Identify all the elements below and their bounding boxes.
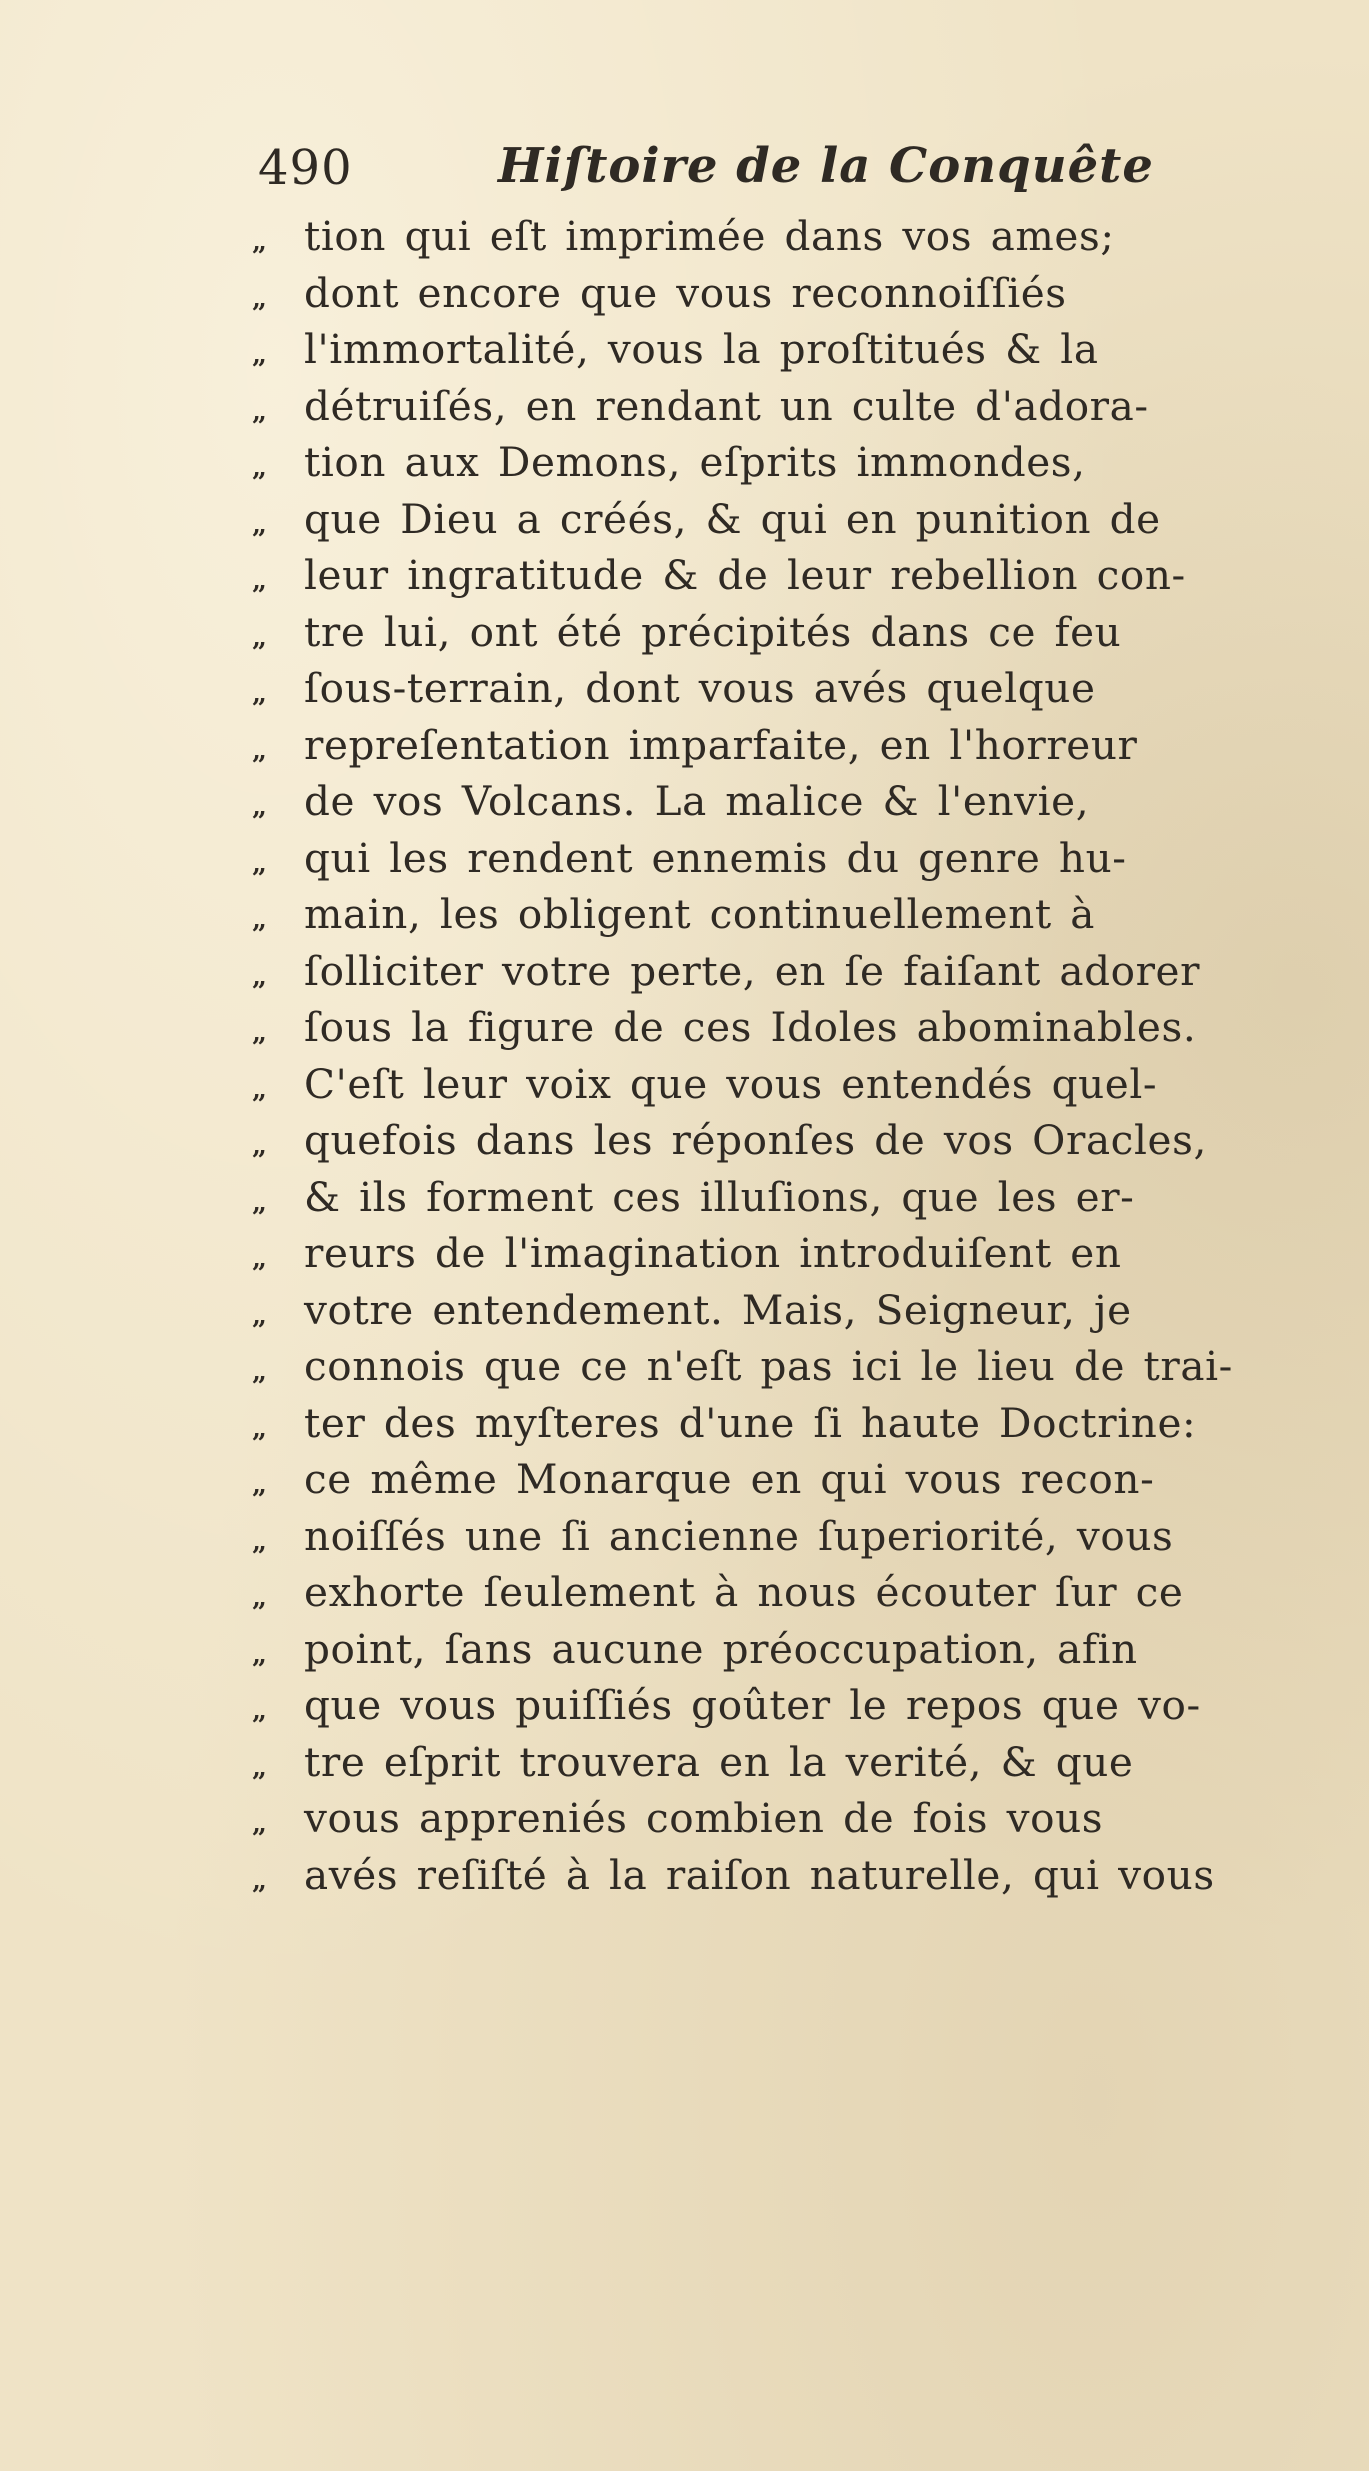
line-text: dont encore que vous reconnoiſſiés xyxy=(304,268,1067,317)
line-text: vous appreniés combien de fois vous xyxy=(304,1794,1104,1842)
line-text: votre entendement. Mais, Seigneur, je xyxy=(304,1285,1132,1334)
line-text: tre lui, ont été précipités dans ce feu xyxy=(304,607,1122,656)
quotation-mark: „ xyxy=(252,792,268,822)
text-line xyxy=(252,1173,1322,1230)
quotation-mark: „ xyxy=(252,283,268,314)
line-text: point, ſans aucune préoccupation, afin xyxy=(304,1624,1138,1673)
page-number: 490 xyxy=(258,140,353,196)
text-line xyxy=(252,1455,1322,1512)
quotation-mark: „ xyxy=(252,453,268,483)
quotation-mark: „ xyxy=(252,1187,268,1218)
line-text: que vous puiſſiés goûter le repos que vo- xyxy=(304,1681,1201,1729)
quotation-mark: „ xyxy=(252,1074,268,1105)
line-text: C'eſt leur voix que vous entendés quel- xyxy=(304,1059,1158,1108)
text-line xyxy=(252,1229,1322,1286)
quotation-mark: „ xyxy=(252,509,268,540)
quotation-mark: „ xyxy=(252,1865,268,1896)
quotation-mark: „ xyxy=(252,1809,268,1839)
text-line xyxy=(252,212,1322,269)
text-line xyxy=(252,777,1322,834)
quotation-mark: „ xyxy=(252,735,268,766)
line-text: détruiſés, en rendant un culte d'adora- xyxy=(304,381,1149,430)
text-line xyxy=(252,1003,1322,1060)
text-line xyxy=(252,1116,1322,1173)
text-line xyxy=(252,1286,1322,1343)
quotation-mark: „ xyxy=(252,1470,268,1500)
line-text: & ils forment ces illuſions, que les er- xyxy=(304,1172,1135,1221)
running-title: Hiſtoire de la Conquête xyxy=(498,138,1154,194)
quotation-mark: „ xyxy=(252,340,268,370)
text-line xyxy=(252,721,1322,778)
text-line xyxy=(252,551,1322,608)
text-line xyxy=(252,834,1322,891)
line-text: reurs de l'imagination introduiſent en xyxy=(304,1229,1122,1277)
line-text: connois que ce n'eſt pas ici le lieu de trai- xyxy=(304,1342,1233,1390)
quotation-mark: „ xyxy=(252,1300,268,1331)
line-text: que Dieu a créés, & qui en punition de xyxy=(304,494,1161,543)
line-text: repreſentation imparfaite, en l'horreur xyxy=(304,720,1138,769)
quotation-mark: „ xyxy=(252,905,268,935)
line-text: main, les obligent continuellement à xyxy=(304,890,1095,938)
text-line xyxy=(252,608,1322,665)
text-line xyxy=(252,1060,1322,1117)
line-text: tre eſprit trouvera en la verité, & que xyxy=(304,1737,1134,1786)
line-text: tion qui eſt imprimée dans vos ames; xyxy=(304,212,1115,260)
text-line xyxy=(252,1342,1322,1399)
quotation-mark: „ xyxy=(252,1018,268,1048)
text-line xyxy=(252,664,1322,721)
line-text: ce même Monarque en qui vous recon- xyxy=(304,1455,1155,1503)
page-header xyxy=(258,138,1178,208)
quotation-mark: „ xyxy=(252,961,268,992)
quotation-mark: „ xyxy=(252,848,268,879)
quotation-mark: „ xyxy=(252,1413,268,1444)
text-line xyxy=(252,269,1322,326)
quotation-mark: „ xyxy=(252,1752,268,1783)
line-text: de vos Volcans. La malice & l'envie, xyxy=(304,777,1090,825)
text-line xyxy=(252,1512,1322,1569)
quotation-mark: „ xyxy=(252,227,268,257)
quotation-mark: „ xyxy=(252,1357,268,1387)
text-line xyxy=(252,438,1322,495)
text-line xyxy=(252,382,1322,439)
quotation-mark: „ xyxy=(252,679,268,709)
line-text: qui les rendent ennemis du genre hu- xyxy=(304,833,1127,882)
line-text: ſous la figure de ces Idoles abominables. xyxy=(304,1003,1197,1051)
quotation-mark: „ xyxy=(252,1526,268,1557)
line-text: quefois dans les réponſes de vos Oracles, xyxy=(304,1116,1207,1164)
body-text xyxy=(252,212,1322,1907)
quotation-mark: „ xyxy=(252,396,268,427)
text-line xyxy=(252,1738,1322,1795)
text-line xyxy=(252,1794,1322,1851)
line-text: ſous-terrain, dont vous avés quelque xyxy=(304,664,1096,712)
text-line xyxy=(252,1625,1322,1682)
line-text: exhorte ſeulement à nous écouter ſur ce xyxy=(304,1568,1184,1616)
text-line xyxy=(252,325,1322,382)
quotation-mark: „ xyxy=(252,1696,268,1726)
text-line xyxy=(252,890,1322,947)
quotation-mark: „ xyxy=(252,566,268,596)
quotation-mark: „ xyxy=(252,1639,268,1670)
line-text: ter des myſteres d'une ſi haute Doctrine: xyxy=(304,1398,1197,1447)
line-text: leur ingratitude & de leur rebellion con- xyxy=(304,551,1186,599)
quotation-mark: „ xyxy=(252,1244,268,1274)
line-text: avés reſiſté à la raiſon naturelle, qui vous xyxy=(304,1850,1215,1899)
line-text: ſolliciter votre perte, en ſe faiſant adorer xyxy=(304,946,1201,995)
line-text: tion aux Demons, eſprits immondes, xyxy=(304,438,1086,486)
text-line xyxy=(252,1681,1322,1738)
quotation-mark: „ xyxy=(252,1583,268,1613)
line-text: l'immortalité, vous la proſtitués & la xyxy=(304,325,1099,373)
text-line xyxy=(252,1399,1322,1456)
quotation-mark: „ xyxy=(252,622,268,653)
text-line xyxy=(252,1568,1322,1625)
quotation-mark: „ xyxy=(252,1131,268,1161)
text-line xyxy=(252,495,1322,552)
line-text: noiſſés une ſi ancienne ſuperiorité, vous xyxy=(304,1511,1174,1560)
text-line xyxy=(252,1851,1322,1908)
text-line xyxy=(252,947,1322,1004)
